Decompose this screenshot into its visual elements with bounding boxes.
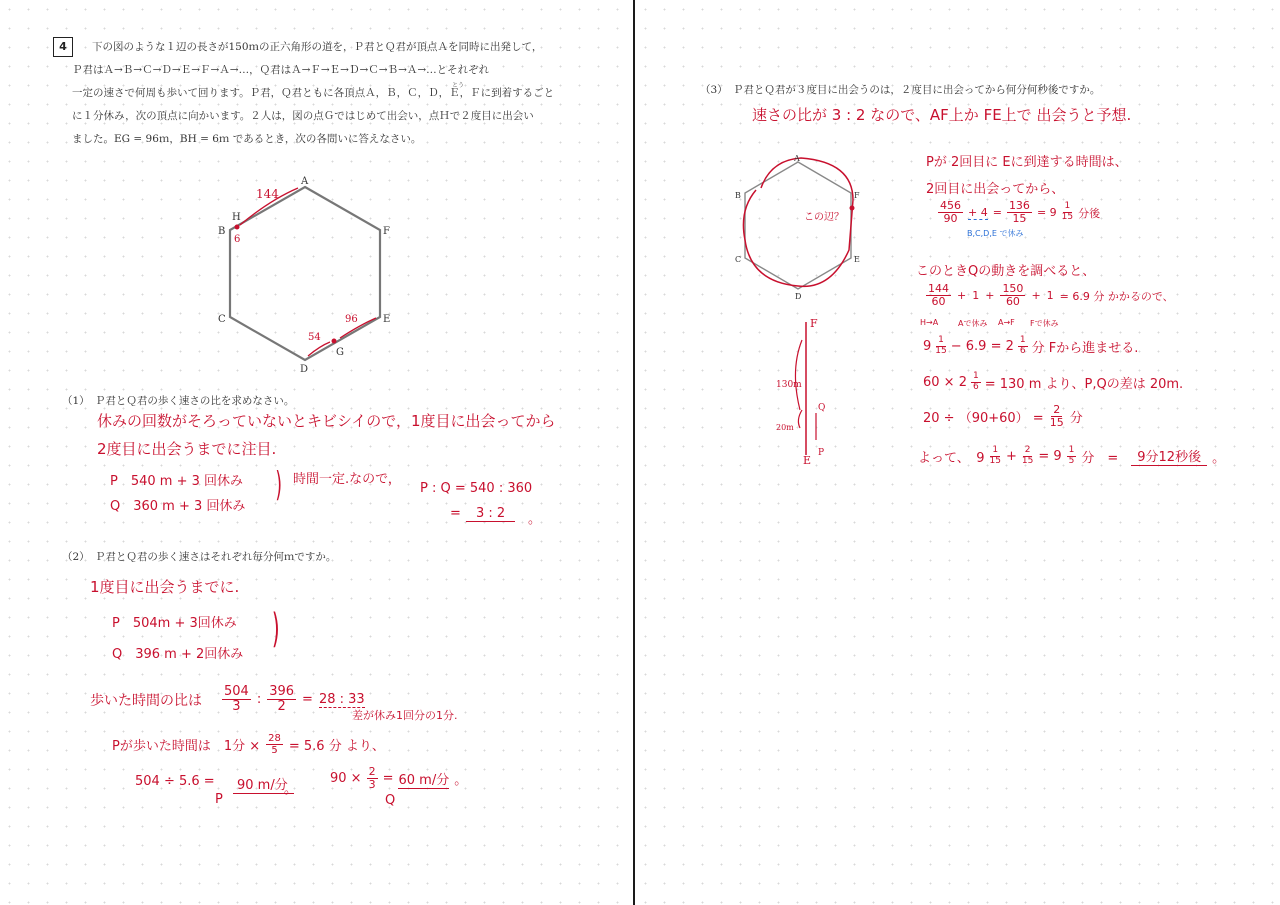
q3-f4: 分 Fから進ませる. xyxy=(1031,340,1139,356)
annot-96: 96 xyxy=(345,314,358,325)
problem-number: 4 xyxy=(53,37,73,57)
q3-g1: 60 × 2 xyxy=(923,374,967,390)
q3-p-line1: Pが 2回目に Eに到達する時間は、 xyxy=(926,155,1128,170)
problem-line-4: に１分休み，次の頂点に向かいます。２人は，図の点Ｇではじめて出会い，点Ｈで２度目に出会い xyxy=(72,110,534,122)
hexagon-figure-right xyxy=(731,150,871,305)
q3-h-frac-2-15: $\frac{2}{15}$ xyxy=(1049,403,1064,430)
q3-frac-456-90: $\frac{456}{90}$ xyxy=(940,199,961,226)
q1-answer-line1: 休みの回数がそろっていないとキビシイので，1度目に出会ってから xyxy=(97,412,556,430)
vertex-d: D xyxy=(300,364,309,375)
q3-f-row xyxy=(923,336,1138,357)
q2-colon: : xyxy=(256,692,262,708)
q3-step-4: Fで休み xyxy=(1030,319,1059,328)
segment-diagram xyxy=(776,310,856,470)
q3-g2: 1 xyxy=(972,289,980,303)
hexr-a: A xyxy=(794,154,800,163)
q2-answer-q: Q 396 m + 2回休み xyxy=(112,647,244,662)
q1-answer-ratio2: 3 : 2 xyxy=(466,506,515,522)
q3-p-line2: 2回目に出会ってから、 xyxy=(926,182,1065,197)
hexagon-shape xyxy=(230,187,380,360)
q3-step-2: Aで休み xyxy=(958,319,988,328)
q2-note: 差が休み1回分の1分. xyxy=(352,709,458,722)
q3-q-calc-row xyxy=(926,283,1174,308)
q2-qcalc-row xyxy=(330,766,467,791)
q3-h-row xyxy=(923,404,1083,429)
q3-eq2: = 9 xyxy=(1036,206,1057,220)
hexagon-right-dot xyxy=(850,206,855,211)
seg-20: 20m xyxy=(776,423,794,432)
q3-final-row xyxy=(918,446,1225,467)
q3-g-frac-1-6: $\frac{1}{6}$ xyxy=(972,371,979,392)
vertex-e: E xyxy=(383,314,391,325)
q1-answer-line2: 2度目に出会うまでに注目. xyxy=(97,440,277,458)
annot-6: 6 xyxy=(234,234,241,245)
q3-plus-c: + xyxy=(1031,289,1041,303)
point-g-dot xyxy=(332,339,337,344)
q2-qlabel: Q xyxy=(385,793,396,808)
problem-line-2: Ｐ君はＡ→Ｂ→Ｃ→Ｄ→Ｅ→Ｆ→Ａ→…，Ｑ君はＡ→Ｆ→Ｅ→Ｄ→Ｃ→Ｂ→Ａ→…とそれぞれ xyxy=(72,64,490,76)
q3-final-answer: 9分12秒後 xyxy=(1131,446,1207,466)
annot-54: 54 xyxy=(308,332,321,343)
q3-frac-150-60: $\frac{150}{60}$ xyxy=(1002,282,1024,309)
q3-i-frac-1-15: $\frac{1}{15}$ xyxy=(989,445,1001,466)
q2-ratio-row xyxy=(90,685,365,715)
q3-f1: 9 xyxy=(923,338,932,354)
q1-answer-q: Q 360 m + 3 回休み xyxy=(110,499,246,514)
problem-line-5: ました。EG = 96ｍ，BH = 6ｍ であるとき，次の各問いに答えなさい。 xyxy=(72,133,422,145)
vertex-c: C xyxy=(218,314,226,325)
q2-ratio-result: 28 : 33 xyxy=(318,691,365,707)
q2-ptime-pre: Pが歩いた時間は 1分 × xyxy=(112,739,261,754)
q2-ratio-pre: 歩いた時間の比は xyxy=(90,692,202,709)
problem-line-1: 下の図のような１辺の長さが150ｍの正六角形の道を，Ｐ君とＱ君が頂点Ａを同時に出発して， xyxy=(92,41,543,53)
q2-brace: ) xyxy=(271,606,280,652)
right-page xyxy=(636,0,1280,905)
q2-pans: 90 m/分 xyxy=(233,774,294,794)
q2-plabel: P xyxy=(215,792,223,807)
hexr-b: B xyxy=(735,191,741,200)
q3-final-end: 。 xyxy=(1212,450,1226,466)
q3-h1: 20 ÷ （90+60） = xyxy=(923,411,1044,427)
q2-answer-p: P 504m + 3回休み xyxy=(112,616,237,631)
hexr-d: D xyxy=(795,292,802,301)
problem-ruby: とう xyxy=(452,82,465,89)
q1-answer-eq: = xyxy=(450,506,461,521)
q3-unit: 分後 xyxy=(1078,206,1101,220)
hexr-c: C xyxy=(735,255,742,264)
q3-f-frac-1-15: $\frac{1}{15}$ xyxy=(935,335,947,356)
q3-h3: 分 xyxy=(1069,411,1083,427)
q3-answer-line1: 速さの比が 3 : 2 なので、AF上か FE上で 出会うと予想. xyxy=(752,106,1132,124)
q2-qans-end: 。 xyxy=(454,773,468,789)
q2-qcalc-eq: = xyxy=(382,771,394,787)
left-page xyxy=(0,0,634,905)
hexagon-figure xyxy=(200,170,420,380)
q2-frac-396-2: $\frac{396}{2}$ xyxy=(269,684,295,715)
seg-130: 130m xyxy=(776,380,802,390)
q3-i-frac-2-15: $\frac{2}{15}$ xyxy=(1021,445,1034,466)
point-g: G xyxy=(336,347,344,358)
q3-g4: 1 xyxy=(1046,289,1054,303)
q2-answer-line1: 1度目に出会うまでに. xyxy=(90,578,240,596)
q3-i1: よって、 9 xyxy=(918,450,985,466)
question-2: （2） Ｐ君とＱ君の歩く速さはそれぞれ毎分何ｍですか。 xyxy=(62,551,337,563)
q3-g2-text: = 130 m より、P,Qの差は 20m. xyxy=(984,376,1184,392)
q2-frac-28-5: $\frac{28}{5}$ xyxy=(268,733,281,756)
q2-qcalc-pre: 90 × xyxy=(330,771,362,787)
point-h-dot xyxy=(235,225,240,230)
vertex-a: A xyxy=(301,176,309,187)
q2-eq: = xyxy=(302,692,313,708)
q3-eq: = xyxy=(992,206,1002,220)
q3-frac-1-15: $\frac{1}{15}$ xyxy=(1061,201,1074,223)
q3-i3: = 9 xyxy=(1038,448,1062,464)
q1-answer-time: 時間一定.なので， xyxy=(293,472,401,487)
q3-plus-b: + xyxy=(985,289,995,303)
q3-f-frac-1-6: $\frac{1}{6}$ xyxy=(1019,335,1026,356)
q3-plus4: + 4 xyxy=(968,205,988,219)
q2-pans-end: 。 xyxy=(284,782,298,797)
seg-p: P xyxy=(818,448,825,458)
q2-frac-504-3: $\frac{504}{3}$ xyxy=(224,684,249,715)
seg-q: Q xyxy=(818,403,826,413)
q3-i5: 分 = xyxy=(1081,450,1119,466)
q3-f2: − 6.9 = 2 xyxy=(950,338,1014,354)
q3-frac-136-15: $\frac{136}{15}$ xyxy=(1008,199,1030,226)
problem-line-3: 一定の速さで何周も歩いて回ります。Ｐ君，Ｑ君ともに各頂点Ａ，Ｂ，Ｃ，Ｄ，Ｅ，Ｆに到着するごと xyxy=(72,87,555,99)
hexr-note: この辺？ xyxy=(804,212,844,223)
q3-g-result: = 6.9 分 かかるので、 xyxy=(1059,289,1174,303)
hexr-e: E xyxy=(854,255,860,264)
q3-step-1: H→A xyxy=(920,318,939,327)
q3-i-frac-1-5: $\frac{1}{5}$ xyxy=(1068,445,1075,466)
hexagon-right-shape xyxy=(745,162,851,289)
q2-frac-2-3: $\frac{2}{3}$ xyxy=(368,765,376,792)
vertex-f: F xyxy=(383,226,390,237)
q3-step-3: A→F xyxy=(998,318,1015,327)
arc-dg xyxy=(308,342,330,356)
q3-plus-a: + xyxy=(957,289,967,303)
seg-f: F xyxy=(810,317,818,330)
page-divider xyxy=(633,0,635,905)
annot-144: 144 xyxy=(256,187,279,201)
seg-e: E xyxy=(803,454,812,467)
q1-answer-p: P 540 m + 3 回休み xyxy=(110,474,244,489)
q2-pcalc: 504 ÷ 5.6 = xyxy=(135,774,215,789)
q1-brace: ) xyxy=(275,465,282,505)
q2-qans: 60 m/分 xyxy=(398,769,449,789)
q3-frac-144-60: $\frac{144}{60}$ xyxy=(928,282,949,309)
point-h: H xyxy=(232,212,241,223)
q3-g-row xyxy=(923,372,1183,393)
hexr-f: F xyxy=(854,191,860,200)
q1-answer-end: 。 xyxy=(528,512,542,527)
q2-ptime-post: = 5.6 分 より、 xyxy=(288,739,385,754)
vertex-b: B xyxy=(218,226,226,237)
q3-q-line1: このときQの動きを調べると、 xyxy=(916,264,1096,279)
q3-p-calc-row xyxy=(938,200,1100,225)
question-1: （1） Ｐ君とＱ君の歩く速さの比を求めなさい。 xyxy=(62,395,295,407)
question-3: （3） Ｐ君とＱ君が３度目に出会うのは，２度目に出会ってから何分何秒後ですか。 xyxy=(700,84,1101,96)
q3-blue-note: B,C,D,E で休み xyxy=(967,229,1024,238)
q3-i2: + xyxy=(1005,448,1017,464)
q2-ptime-row xyxy=(112,733,385,756)
q1-answer-ratio1: P : Q = 540 : 360 xyxy=(420,481,533,496)
